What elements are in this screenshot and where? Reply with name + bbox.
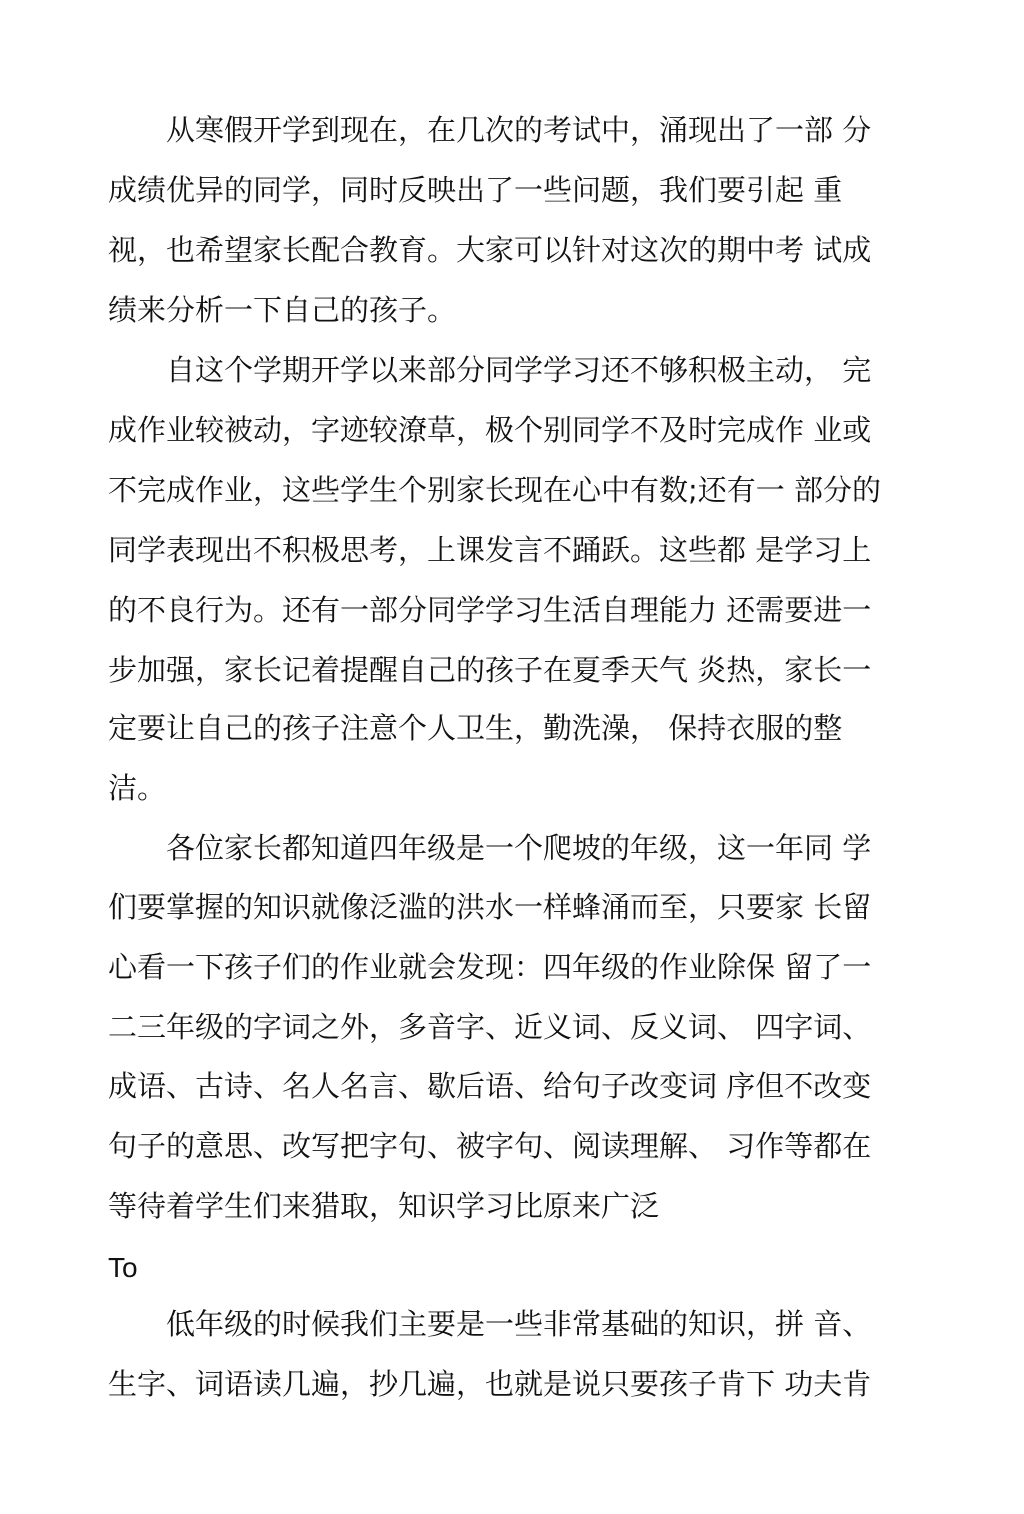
- text-line: 句子的意思、改写把字句、被字句、阅读理解、 习作等都在: [108, 1129, 872, 1163]
- text-line: 心看一下孩子们的作业就会发现：四年级的作业除保 留了一: [108, 950, 872, 984]
- text-line: 们要掌握的知识就像泛滥的洪水一样蜂涌而至，只要家 长留: [108, 890, 872, 924]
- text-line: To: [108, 1252, 138, 1283]
- text-line: 各位家长都知道四年级是一个爬坡的年级，这一年同 学: [108, 831, 872, 865]
- text-line: 从寒假开学到现在，在几次的考试中，涌现出了一部 分: [108, 113, 872, 147]
- text-line: 二三年级的字词之外，多音字、近义词、反义词、 四字词、: [108, 1010, 872, 1044]
- text-line: 成语、古诗、名人名言、歇后语、给句子改变词 序但不改变: [108, 1069, 872, 1103]
- text-line: 生字、词语读几遍，抄几遍，也就是说只要孩子肯下 功夫肯: [108, 1367, 872, 1401]
- text-line: 成绩优异的同学，同时反映出了一些问题，我们要引起 重: [108, 173, 843, 207]
- text-line: 自这个学期开学以来部分同学学习还不够积极主动， 完: [108, 353, 872, 387]
- text-line: 定要让自己的孩子注意个人卫生，勤洗澡， 保持衣服的整: [108, 711, 843, 745]
- text-line: 不完成作业，这些学生个别家长现在心中有数;还有一 部分的: [108, 473, 881, 507]
- text-line: 等待着学生们来猎取，知识学习比原来广泛: [108, 1189, 660, 1223]
- text-line: 视，也希望家长配合教育。大家可以针对这次的期中考 试成: [108, 233, 872, 267]
- text-line: 成作业较被动，字迹较潦草，极个别同学不及时完成作 业或: [108, 413, 872, 447]
- text-line: 洁。: [108, 771, 167, 805]
- text-line: 同学表现出不积极思考，上课发言不踊跃。这些都 是学习上: [108, 533, 872, 567]
- text-line: 步加强，家长记着提醒自己的孩子在夏季天气 炎热，家长一: [108, 653, 872, 687]
- text-line: 低年级的时候我们主要是一些非常基础的知识，拼 音、: [108, 1307, 872, 1341]
- text-line: 绩来分析一下自己的孩子。: [108, 293, 457, 327]
- text-line: 的不良行为。还有一部分同学学习生活自理能力 还需要进一: [108, 593, 872, 627]
